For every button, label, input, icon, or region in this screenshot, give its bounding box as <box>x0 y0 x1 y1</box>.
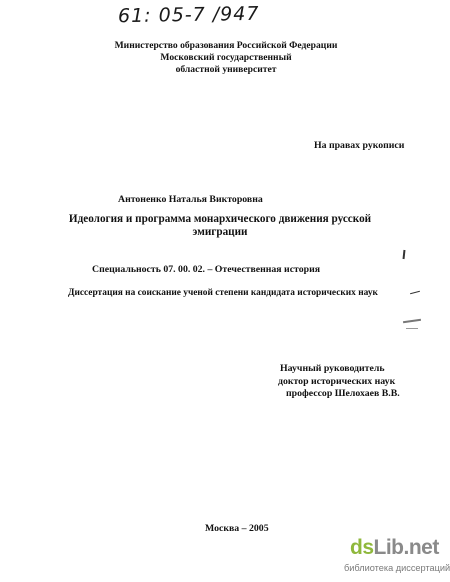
dslib-tagline: библиотека диссертаций <box>344 563 450 573</box>
dslib-logo-prefix: ds <box>350 536 374 559</box>
institution-line: Московский государственный <box>160 52 292 63</box>
scan-artifact <box>410 291 420 295</box>
manuscript-rights-note: На правах рукописи <box>314 140 405 151</box>
institution-line: областной университет <box>175 64 277 75</box>
institution-block <box>96 40 356 76</box>
degree-statement: Диссертация на соискание ученой степени кандидата исторических наук <box>68 288 378 298</box>
city-year: Москва – 2005 <box>205 523 269 534</box>
advisor-role: Научный руководитель <box>280 363 385 374</box>
title-line: Идеология и программа монархического движения русской <box>68 213 372 225</box>
dslib-logo-rest: Lib.net <box>373 536 439 559</box>
scan-artifact <box>403 250 406 259</box>
institution-line: Министерство образования Российской Федерации <box>114 40 338 51</box>
dslib-logo <box>350 536 439 560</box>
specialty-line: Специальность 07. 00. 02. – Отечественная история <box>92 264 321 275</box>
scan-artifact <box>406 328 418 329</box>
title-line: эмиграции <box>192 226 248 238</box>
advisor-name: профессор Шелохаев В.В. <box>286 388 400 399</box>
scan-artifact <box>403 319 421 323</box>
handwritten-library-code: 61: 05-7 /947 <box>117 2 260 28</box>
dissertation-title <box>60 213 380 239</box>
advisor-block <box>278 363 400 401</box>
author-name: Антоненко Наталья Викторовна <box>118 194 263 205</box>
advisor-degree: доктор исторических наук <box>278 375 396 387</box>
dslib-watermark <box>344 536 450 576</box>
